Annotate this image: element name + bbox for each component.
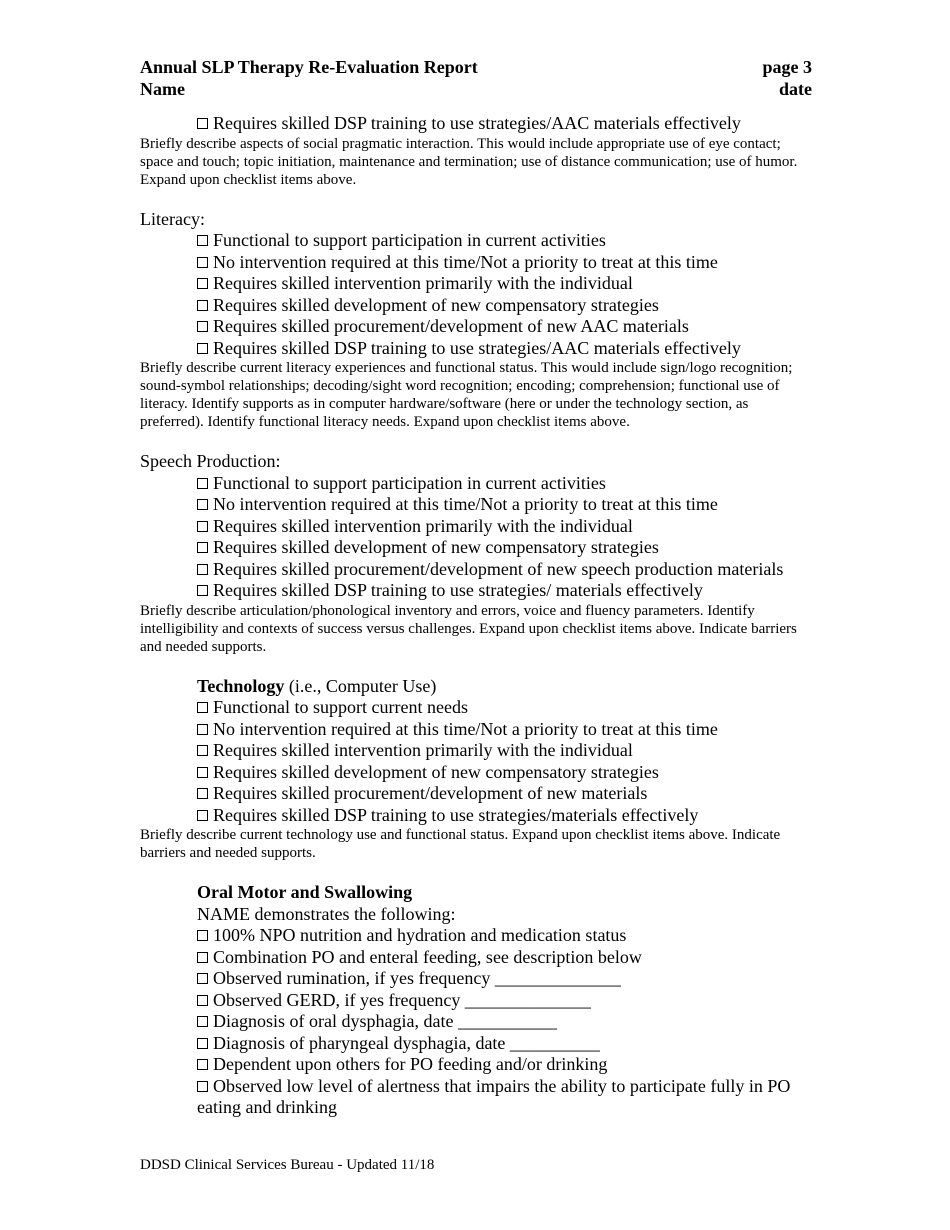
checkbox[interactable] [197,973,208,984]
checkbox[interactable] [197,767,208,778]
checklist-item[interactable]: No intervention required at this time/Not a priority to treat at this time [197,252,812,274]
checklist-item[interactable]: Functional to support participation in current activities [197,473,812,495]
checklist-item[interactable]: Diagnosis of oral dysphagia, date ___________ [197,1011,812,1033]
checklist-item[interactable]: Requires skilled procurement/development of new materials [197,783,812,805]
checkbox[interactable] [197,1016,208,1027]
date-label: date [779,79,812,99]
checkbox[interactable] [197,235,208,246]
checklist-item[interactable]: Requires skilled DSP training to use strategies/materials effectively [197,805,812,827]
speech-title: Speech Production: [140,451,281,471]
checkbox[interactable] [197,542,208,553]
checklist-item[interactable]: No intervention required at this time/Not a priority to treat at this time [197,494,812,516]
checkbox[interactable] [197,952,208,963]
checkbox[interactable] [197,810,208,821]
checklist-item[interactable]: Functional to support participation in current activities [197,230,812,252]
checklist-item[interactable]: Dependent upon others for PO feeding and/or drinking [197,1054,812,1076]
technology-title: Technology (i.e., Computer Use) [197,675,437,696]
checkbox[interactable] [197,257,208,268]
checklist-item[interactable]: Combination PO and enteral feeding, see description below [197,947,812,969]
checklist-item[interactable]: Requires skilled development of new compensatory strategies [197,762,812,784]
checkbox[interactable] [197,788,208,799]
checklist-item[interactable]: 100% NPO nutrition and hydration and medication status [197,925,812,947]
checkbox[interactable] [197,278,208,289]
checklist-item[interactable]: Requires skilled DSP training to use strategies/AAC materials effectively [197,338,812,360]
checkbox[interactable] [197,564,208,575]
checkbox[interactable] [197,585,208,596]
checklist-item[interactable]: Observed rumination, if yes frequency ______________ [197,968,812,990]
checkbox[interactable] [197,1081,208,1092]
literacy-title: Literacy: [140,208,205,229]
speech-description: Briefly describe articulation/phonological inventory and errors, voice and fluency parameters. Identify intelligibility and contexts of success versus challenges. Expand upon checklist items above. Indicate barriers and needed supports. [140,602,797,655]
checklist-item[interactable]: Functional to support current needs [197,697,812,719]
checklist-item[interactable]: Observed low level of alertness that impairs the ability to participate fully in PO eating and drinking [197,1075,791,1117]
checklist-item[interactable]: Requires skilled procurement/development of new AAC materials [197,316,812,338]
checkbox[interactable] [197,745,208,756]
social-description: Briefly describe aspects of social pragmatic interaction. This would include appropriate use of eye contact; space and touch; topic initiation, maintenance and termination; use of distance communication; use of humor. Expand upon checklist items above. [140,135,798,188]
oral-motor-title: Oral Motor and Swallowing [197,882,413,902]
header-row-2 [140,78,812,100]
literacy-description: Briefly describe current literacy experiences and functional status. This would include sign/logo recognition; sound-symbol relationships; decoding/sight word recognition; encoding; comprehension; functional use of literacy. Identify supports as in computer hardware/software (here or under the technology section, as preferred). Identify functional literacy needs. Expand upon checklist items above. [140,360,793,430]
checkbox[interactable] [197,478,208,489]
name-label: Name [140,79,185,99]
checklist-item[interactable]: Requires skilled development of new compensatory strategies [197,537,812,559]
checklist-item[interactable]: Requires skilled development of new compensatory strategies [197,295,812,317]
technology-description: Briefly describe current technology use and functional status. Expand upon checklist items above. Indicate barriers and needed supports. [140,827,781,861]
checklist-item[interactable]: Requires skilled intervention primarily with the individual [197,516,812,538]
checklist-item[interactable]: Requires skilled DSP training to use strategies/AAC materials effectively [197,113,812,135]
checklist-item[interactable]: Diagnosis of pharyngeal dysphagia, date __________ [197,1033,812,1055]
checkbox[interactable] [197,1059,208,1070]
checkbox[interactable] [197,321,208,332]
footer: DDSD Clinical Services Bureau - Updated 11/18 [140,1157,435,1173]
checklist-item[interactable]: No intervention required at this time/Not a priority to treat at this time [197,719,812,741]
report-page [140,56,812,1119]
checkbox[interactable] [197,300,208,311]
report-title: Annual SLP Therapy Re-Evaluation Report [140,57,478,77]
checkbox[interactable] [197,499,208,510]
checklist-item[interactable]: Requires skilled DSP training to use strategies/ materials effectively [197,580,812,602]
checkbox[interactable] [197,521,208,532]
checkbox[interactable] [197,995,208,1006]
checklist-item[interactable]: Observed GERD, if yes frequency ______________ [197,990,812,1012]
oral-motor-intro: NAME demonstrates the following: [197,903,456,924]
checkbox[interactable] [197,930,208,941]
checkbox[interactable] [197,118,208,129]
checkbox[interactable] [197,1038,208,1049]
checkbox[interactable] [197,724,208,735]
checklist-item[interactable]: Requires skilled intervention primarily with the individual [197,273,812,295]
checkbox[interactable] [197,702,208,713]
checkbox[interactable] [197,343,208,354]
page-number: page 3 [762,57,812,77]
header-row-1 [140,56,812,78]
checklist-item[interactable]: Requires skilled procurement/development of new speech production materials [197,559,812,581]
checklist-item[interactable]: Requires skilled intervention primarily with the individual [197,740,812,762]
